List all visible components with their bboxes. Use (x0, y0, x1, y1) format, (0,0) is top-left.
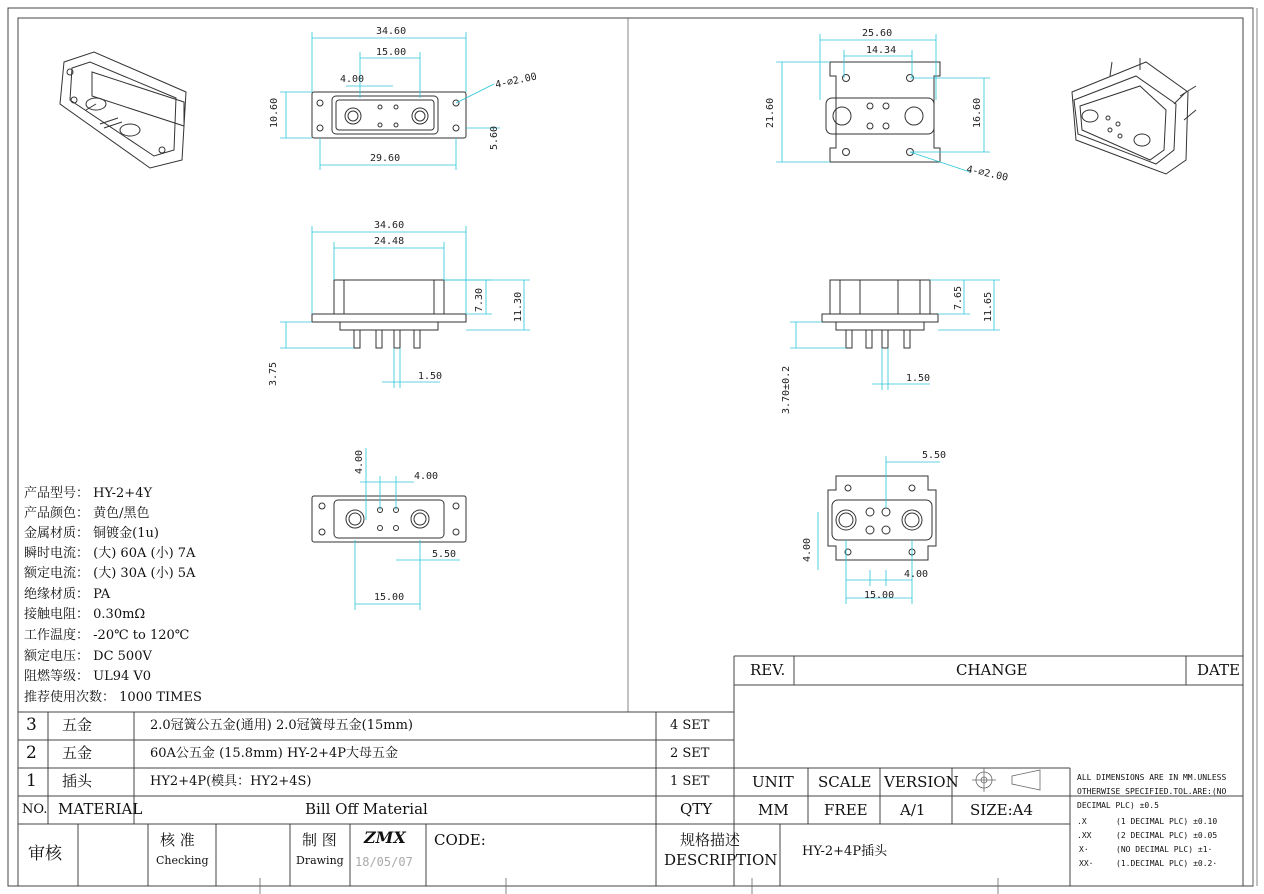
tol-desc: (1 DECIMAL PLC) ±0.10 (1116, 817, 1218, 826)
dim-text: 4-⌀2.00 (494, 71, 538, 91)
dim-text: 11.65 (983, 291, 994, 322)
signature: ZMX (364, 828, 406, 847)
unit-value: MM (758, 801, 789, 819)
bom-no: 2 (26, 743, 37, 763)
dim-text: 29.60 (370, 153, 401, 164)
spec-row: 推荐使用次数： 1000 TIMES (24, 690, 202, 705)
bom-header-qty: QTY (680, 800, 713, 818)
tol-desc: (NO DECIMAL PLC) ±1· (1116, 845, 1213, 854)
tol-desc: (1.DECIMAL PLC) ±0.2· (1116, 859, 1218, 868)
left-rear-view (312, 448, 466, 610)
drawn-cn: 制 图 (302, 831, 337, 849)
dim-text: 7.65 (953, 285, 964, 310)
dim-text: 16.60 (972, 97, 983, 128)
scale-label: SCALE (818, 773, 872, 791)
tol-code: .X (1077, 817, 1087, 826)
bom-desc: 60A公五金 (15.8mm) HY-2+4P大母五金 (150, 746, 399, 761)
projection-symbol (972, 768, 1040, 792)
tol-code: XX· (1079, 859, 1094, 868)
dim-text: 3.70±0.2 (781, 365, 792, 414)
bom-no: 1 (26, 771, 37, 791)
dim-text: 5.50 (922, 450, 947, 461)
tol-line: DECIMAL PLC) ±0.5 (1077, 801, 1159, 810)
left-isometric-view (60, 52, 186, 168)
change-label: CHANGE (956, 661, 1028, 679)
spec-row: 瞬时电流： (大) 60A (小) 7A (24, 546, 196, 561)
bom-desc: HY2+4P(模具：HY2+4S) (150, 774, 312, 789)
description-value: HY-2+4P插头 (802, 844, 888, 859)
code-label: CODE: (434, 831, 486, 849)
right-rear-view (818, 456, 940, 604)
dim-text: 10.60 (269, 97, 280, 128)
dim-text: 34.60 (376, 26, 407, 37)
spec-row: 产品型号： HY-2+4Y (24, 486, 153, 501)
dim-text: 34.60 (374, 220, 405, 231)
tol-line: ALL DIMENSIONS ARE IN MM.UNLESS (1077, 773, 1227, 782)
spec-row: 工作温度： -20℃ to 120℃ (24, 628, 190, 643)
dim-text: 15.00 (374, 592, 405, 603)
right-isometric-view (1072, 58, 1196, 174)
bom-material: 五金 (62, 744, 93, 762)
spec-row: 额定电流： (大) 30A (小) 5A (24, 566, 196, 581)
version-label: VERSION (884, 773, 959, 791)
bom-qty: 1 SET (670, 774, 710, 789)
bom-desc: 2.0冠簧公五金(通用) 2.0冠簧母五金(15mm) (150, 718, 413, 733)
tol-line: OTHERWISE SPECIFIED.TOL.ARE:(NO (1077, 787, 1227, 796)
spec-row: 金属材质： 铜镀金(1u) (24, 526, 159, 541)
dim-text: 4.00 (802, 537, 813, 562)
dim-text: 5.50 (432, 549, 457, 560)
tol-code: X· (1079, 845, 1089, 854)
bom-material: 插头 (62, 772, 93, 790)
dim-text: 24.48 (374, 236, 405, 247)
size-value: SIZE:A4 (970, 801, 1034, 819)
dim-text: 4.00 (354, 449, 365, 474)
dim-text: 25.60 (862, 28, 893, 39)
dim-text: 1.50 (418, 371, 443, 382)
approve-cn: 核 准 (160, 831, 195, 849)
spec-row: 产品颜色： 黄色/黑色 (24, 506, 150, 521)
right-side-view (790, 280, 1000, 390)
dim-text: 4-⌀2.00 (965, 164, 1009, 184)
tol-code: .XX (1077, 831, 1092, 840)
spec-row: 接触电阻： 0.30mΩ (24, 607, 146, 622)
bom-no: 3 (26, 715, 37, 735)
description-en: DESCRIPTION (664, 851, 778, 869)
date-label: DATE (1197, 661, 1240, 679)
dim-text: 4.00 (414, 471, 439, 482)
dim-text: 4.00 (904, 569, 929, 580)
spec-row: 阻燃等级： UL94 V0 (24, 669, 152, 684)
unit-label: UNIT (752, 773, 794, 791)
dim-text: 21.60 (765, 97, 776, 128)
dim-text: 14.34 (866, 45, 897, 56)
dim-text: 1.50 (906, 373, 931, 384)
spec-row: 绝缘材质： PA (24, 587, 111, 602)
approve-en: Checking (156, 854, 209, 867)
drawn-date: 18/05/07 (355, 855, 413, 869)
drawn-en: Drawing (296, 854, 344, 867)
dim-text: 5.60 (489, 125, 500, 150)
bom-header-no: NO. (22, 802, 48, 817)
bom-header-title: Bill Off Material (305, 800, 428, 818)
version-value: A/1 (900, 801, 926, 819)
review-label: 审核 (28, 844, 62, 864)
left-side-view (280, 226, 530, 388)
description-cn: 规格描述 (680, 831, 741, 849)
scale-value: FREE (824, 801, 868, 819)
bom-qty: 2 SET (670, 746, 710, 761)
dim-text: 3.75 (268, 361, 279, 386)
dim-text: 15.00 (864, 590, 895, 601)
spec-row: 额定电压： DC 500V (24, 649, 152, 664)
bom-material: 五金 (62, 716, 93, 734)
bom-header-material: MATERIAL (58, 800, 143, 818)
dim-text: 11.30 (513, 291, 524, 322)
bom-qty: 4 SET (670, 718, 710, 733)
dim-text: 7.30 (474, 287, 485, 312)
tol-desc: (2 DECIMAL PLC) ±0.05 (1116, 831, 1218, 840)
dim-text: 15.00 (376, 47, 407, 58)
dim-text: 4.00 (340, 74, 365, 85)
rev-label: REV. (750, 661, 786, 679)
